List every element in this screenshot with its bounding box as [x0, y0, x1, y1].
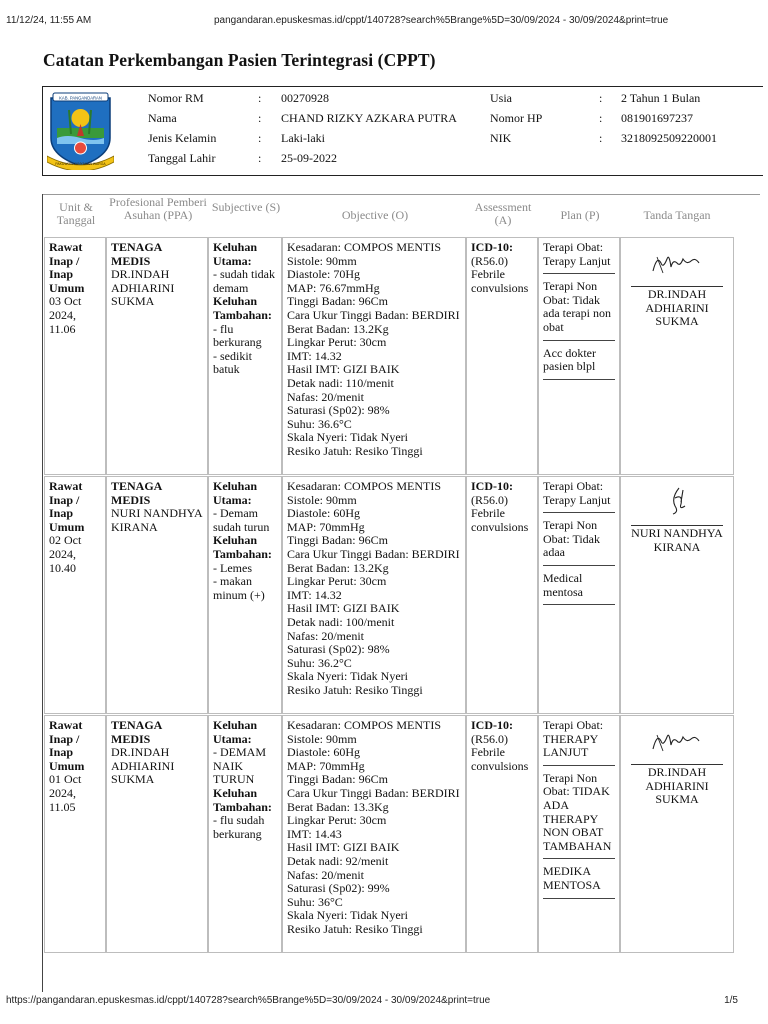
objective-line: Diastole: 60Hg [287, 745, 360, 760]
row2-objective-cell [282, 476, 466, 714]
plan-item: Acc dokter pasien blpl [543, 347, 615, 380]
header-tanda-tangan: Tanda Tangan [643, 208, 711, 222]
row3-keluhan-utama-label: Keluhan Utama: [213, 718, 258, 746]
objective-line: Sistole: 90mm [287, 731, 357, 746]
row3-keluhan-tambahan: - flu sudah berkurang [213, 813, 265, 841]
row2-assessment-cell [466, 476, 538, 714]
row1-unit: Rawat Inap / Inap Umum [49, 240, 85, 295]
row2-subjective-cell [208, 476, 282, 714]
row1-objective-cell [282, 237, 466, 475]
row1-ppa-role: TENAGA MEDIS [111, 240, 162, 268]
objective-line: MAP: 76.67mmHg [287, 280, 380, 295]
row2-unit-cell [44, 476, 106, 714]
row2-keluhan-utama-label: Keluhan Utama: [213, 479, 258, 507]
objective-line: Tinggi Badan: 96Cm [287, 294, 388, 309]
row2-icd-label: ICD-10: [471, 479, 513, 493]
row1-assessment-cell [466, 237, 538, 475]
row1-subjective-cell [208, 237, 282, 475]
row3-icd-label: ICD-10: [471, 718, 513, 732]
regency-emblem-logo [47, 90, 114, 170]
objective-line: Cara Ukur Tinggi Badan: BERDIRI [287, 307, 460, 322]
row1-keluhan-tambahan-label: Keluhan Tambahan: [213, 294, 272, 322]
header-objective: Objective (O) [341, 208, 409, 222]
header-unit-tanggal: Unit & Tanggal [56, 200, 96, 227]
objective-line: Lingkar Perut: 30cm [287, 574, 387, 589]
row2-ppa-name: NURI NANDHYA KIRANA [111, 506, 203, 534]
row1-date: 03 Oct 2024, 11.06 [49, 294, 82, 336]
page-title: Catatan Perkembangan Pasien Terintegrasi (CPPT) [43, 50, 436, 70]
row1-keluhan-utama-label: Keluhan Utama: [213, 240, 258, 268]
objective-line: Resiko Jatuh: Resiko Tinggi [287, 921, 423, 936]
objective-line: Nafas: 20/menit [287, 628, 364, 643]
value-nomor-rm: 00270928 [281, 91, 329, 105]
row3-ppa-name: DR.INDAH ADHIARINI SUKMA [111, 745, 175, 787]
plan-item: Terapi Obat: Terapy Lanjut [543, 480, 615, 513]
handwritten-signature [647, 245, 707, 279]
row1-icd-text: (R56.0) Febrile convulsions [471, 253, 529, 295]
header-ppa: Profesional Pemberi Asuhan (PPA) [109, 195, 207, 222]
objective-line: IMT: 14.32 [287, 348, 342, 363]
objective-line: Skala Nyeri: Tidak Nyeri [287, 430, 408, 445]
row3-signature-cell [620, 715, 734, 953]
plan-item: MEDIKA MENTOSA [543, 865, 615, 898]
objective-line: Detak nadi: 110/menit [287, 375, 394, 390]
row1-plan-cell [538, 237, 620, 475]
row2-keluhan-utama: - Demam sudah turun [213, 506, 270, 534]
label-jenis-kelamin: Jenis Kelamin [148, 131, 217, 145]
value-nik: 3218092509220001 [621, 131, 717, 145]
plan-item: Terapi Obat: THERAPY LANJUT [543, 719, 615, 766]
objective-line: MAP: 70mmHg [287, 519, 365, 534]
plan-item: Terapi Non Obat: Tidak ada terapi non obat [543, 280, 615, 340]
header-subjective: Subjective (S) [211, 200, 281, 214]
colon: : [258, 151, 262, 165]
objective-line: Lingkar Perut: 30cm [287, 335, 387, 350]
objective-line: Kesadaran: COMPOS MENTIS [287, 240, 441, 254]
objective-line: Skala Nyeri: Tidak Nyeri [287, 669, 408, 684]
label-nama: Nama [148, 111, 177, 125]
objective-line: Suhu: 36.2°C [287, 655, 352, 670]
row3-objective-cell [282, 715, 466, 953]
objective-line: Skala Nyeri: Tidak Nyeri [287, 908, 408, 923]
header-plan: Plan (P) [560, 208, 600, 222]
row1-keluhan-tambahan: - flu berkurang - sedikit batuk [213, 321, 262, 377]
row3-unit-cell [44, 715, 106, 953]
print-datetime: 11/12/24, 11:55 AM [6, 15, 92, 26]
objective-line: Lingkar Perut: 30cm [287, 813, 387, 828]
objective-line: IMT: 14.43 [287, 826, 342, 841]
objective-line: Resiko Jatuh: Resiko Tinggi [287, 443, 423, 458]
row3-unit: Rawat Inap / Inap Umum [49, 718, 85, 773]
objective-line: Cara Ukur Tinggi Badan: BERDIRI [287, 785, 460, 800]
objective-line: Tinggi Badan: 96Cm [287, 533, 388, 548]
objective-line: Nafas: 20/menit [287, 867, 364, 882]
objective-line: IMT: 14.32 [287, 587, 342, 602]
label-tanggal-lahir: Tanggal Lahir [148, 151, 216, 165]
row2-ppa-cell [106, 476, 208, 714]
header-assessment: Assessment (A) [474, 200, 532, 227]
row1-unit-cell [44, 237, 106, 475]
objective-line: Berat Badan: 13.3Kg [287, 799, 389, 814]
row3-ppa-cell [106, 715, 208, 953]
objective-line: MAP: 70mmHg [287, 758, 365, 773]
colon: : [258, 131, 262, 145]
row2-keluhan-tambahan: - Lemes - makan minum (+) [213, 560, 265, 602]
row3-icd-text: (R56.0) Febrile convulsions [471, 731, 529, 773]
row3-keluhan-utama: - DEMAM NAIK TURUN [213, 745, 266, 787]
objective-line: Kesadaran: COMPOS MENTIS [287, 718, 441, 732]
svg-text:PAKUWON KANYAHAN WARGA: PAKUWON KANYAHAN WARGA [55, 162, 106, 166]
value-nama: CHAND RIZKY AZKARA PUTRA [281, 111, 457, 125]
row2-unit: Rawat Inap / Inap Umum [49, 479, 85, 534]
objective-line: Detak nadi: 92/menit [287, 853, 389, 868]
objective-line: Cara Ukur Tinggi Badan: BERDIRI [287, 546, 460, 561]
colon: : [599, 91, 603, 105]
objective-line: Kesadaran: COMPOS MENTIS [287, 479, 441, 493]
colon: : [599, 131, 603, 145]
label-nomor-hp: Nomor HP [490, 111, 543, 125]
row1-signature-cell [620, 237, 734, 475]
plan-item: Terapi Obat: Terapy Lanjut [543, 241, 615, 274]
label-nik: NIK [490, 131, 512, 145]
objective-line: Tinggi Badan: 96Cm [287, 772, 388, 787]
row1-ppa-cell [106, 237, 208, 475]
row2-signature-cell [620, 476, 734, 714]
objective-line: Saturasi (Sp02): 98% [287, 403, 390, 418]
row3-date: 01 Oct 2024, 11.05 [49, 772, 82, 814]
row3-plan-cell [538, 715, 620, 953]
row3-keluhan-tambahan-label: Keluhan Tambahan: [213, 785, 272, 814]
handwritten-signature [657, 484, 697, 518]
row2-signer-name: NURI NANDHYA KIRANA [631, 526, 723, 554]
colon: : [599, 111, 603, 125]
objective-line: Hasil IMT: GIZI BAIK [287, 840, 400, 855]
colon: : [258, 111, 262, 125]
value-nomor-hp: 081901697237 [621, 111, 693, 125]
row3-subjective-cell [208, 715, 282, 953]
objective-line: Berat Badan: 13.2Kg [287, 560, 389, 575]
objective-line: Sistole: 90mm [287, 492, 357, 507]
objective-line: Nafas: 20/menit [287, 389, 364, 404]
print-footer-url[interactable]: https://pangandaran.epuskesmas.id/cppt/140728?search%5Brange%5D=30/09/2024 - 30/09/2024&print=true [6, 995, 491, 1006]
handwritten-signature [647, 723, 707, 757]
svg-text:KAB. PANGANDARAN: KAB. PANGANDARAN [59, 95, 102, 101]
objective-line: Saturasi (Sp02): 98% [287, 642, 390, 657]
row1-ppa-name: DR.INDAH ADHIARINI SUKMA [111, 267, 175, 309]
row2-icd-text: (R56.0) Febrile convulsions [471, 492, 529, 534]
objective-line: Diastole: 60Hg [287, 506, 360, 521]
row2-date: 02 Oct 2024, 10.40 [49, 533, 82, 575]
patient-info-box [42, 86, 763, 176]
plan-item: Terapi Non Obat: TIDAK ADA THERAPY NON OBAT TAMBAHAN [543, 772, 615, 860]
print-url-title: pangandaran.epuskesmas.id/cppt/140728?search%5Brange%5D=30/09/2024 - 30/09/2024&print=true [214, 15, 669, 26]
objective-line: Berat Badan: 13.2Kg [287, 321, 389, 336]
label-usia: Usia [490, 91, 512, 105]
row1-signer-name: DR.INDAH ADHIARINI SUKMA [631, 286, 723, 329]
objective-line: Detak nadi: 100/menit [287, 614, 395, 629]
plan-item: Medical mentosa [543, 572, 615, 605]
row2-keluhan-tambahan-label: Keluhan Tambahan: [213, 533, 272, 561]
row3-assessment-cell [466, 715, 538, 953]
row2-ppa-role: TENAGA MEDIS [111, 479, 162, 507]
row1-keluhan-utama: - sudah tidak demam [213, 267, 275, 295]
row2-plan-cell [538, 476, 620, 714]
table-left-rule [42, 194, 43, 992]
value-tanggal-lahir: 25-09-2022 [281, 151, 337, 165]
label-nomor-rm: Nomor RM [148, 91, 204, 105]
objective-line: Sistole: 90mm [287, 253, 357, 268]
objective-line: Diastole: 70Hg [287, 267, 360, 282]
objective-line: Hasil IMT: GIZI BAIK [287, 601, 400, 616]
objective-line: Suhu: 36°C [287, 894, 343, 909]
objective-line: Hasil IMT: GIZI BAIK [287, 362, 400, 377]
value-jenis-kelamin: Laki-laki [281, 131, 325, 145]
objective-line: Saturasi (Sp02): 99% [287, 881, 390, 896]
row3-signer-name: DR.INDAH ADHIARINI SUKMA [631, 764, 723, 807]
row3-ppa-role: TENAGA MEDIS [111, 718, 162, 746]
value-usia: 2 Tahun 1 Bulan [621, 91, 701, 105]
objective-line: Suhu: 36.6°C [287, 416, 352, 431]
objective-line: Resiko Jatuh: Resiko Tinggi [287, 682, 423, 697]
row1-icd-label: ICD-10: [471, 240, 513, 254]
page-number: 1/5 [724, 995, 738, 1006]
colon: : [258, 91, 262, 105]
plan-item: Terapi Non Obat: Tidak adaa [543, 519, 615, 566]
